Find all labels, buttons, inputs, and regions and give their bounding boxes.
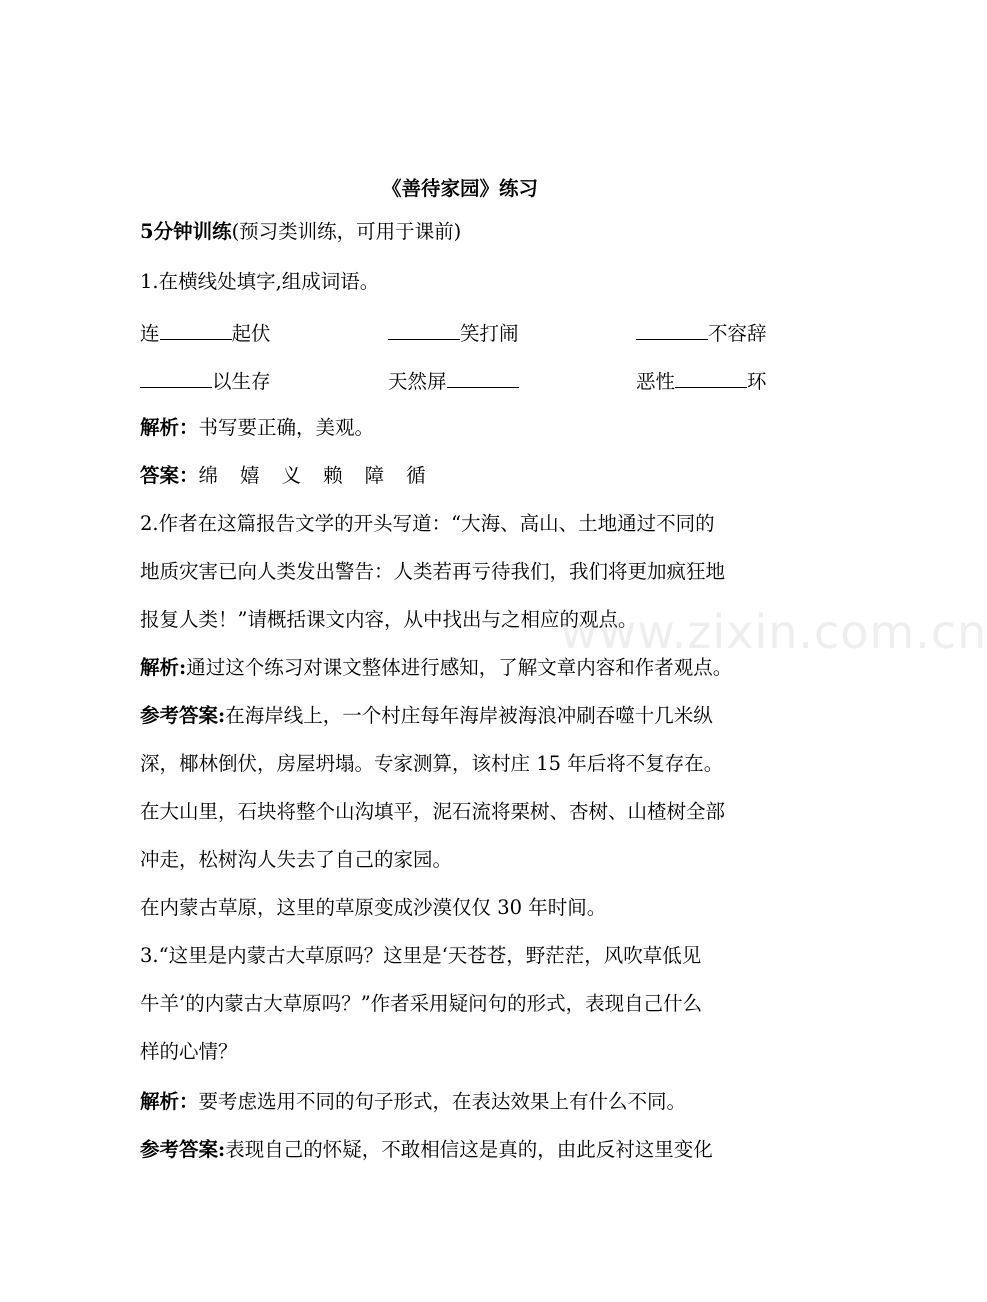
q1-item-6 bbox=[636, 366, 767, 394]
blank-line bbox=[447, 369, 519, 388]
answer-label: 参考答案: bbox=[140, 1138, 226, 1161]
q1-item-1-prefix: 连 bbox=[140, 322, 160, 345]
page-title: 《善待家园》练习 bbox=[381, 177, 538, 200]
answer-text: 在海岸线上，一个村庄每年海岸被海浪冲刷吞噬十几米纵 bbox=[225, 704, 713, 727]
analysis-text: 通过这个练习对课文整体进行感知，了解文章内容和作者观点。 bbox=[186, 656, 733, 679]
answer-label: 答案： bbox=[140, 464, 199, 487]
answer-char: 循 bbox=[406, 464, 426, 487]
analysis-text: 要考虑选用不同的句子形式，在表达效果上有什么不同。 bbox=[198, 1090, 687, 1113]
q3-line-2: 牛羊’的内蒙古大草原吗？”作者采用疑问句的形式，表现自己什么 bbox=[140, 992, 703, 1015]
q2-line-3: 报复人类！”请概括课文内容，从中找出与之相应的观点。 bbox=[140, 608, 638, 631]
blank-line bbox=[636, 321, 708, 340]
blank-line bbox=[388, 321, 460, 340]
q3-analysis bbox=[140, 1088, 780, 1115]
section-note: (预习类训练，可用于课前) bbox=[231, 220, 462, 243]
q2-line-2: 地质灾害已向人类发出警告：人类若再亏待我们，我们将更加疯狂地 bbox=[140, 560, 726, 583]
q1-answer bbox=[140, 462, 780, 489]
answer-char: 赖 bbox=[323, 464, 343, 487]
analysis-label: 解析: bbox=[140, 656, 187, 679]
q1-item-2 bbox=[388, 318, 519, 346]
q1-item-4 bbox=[140, 366, 271, 394]
q2-answer-line-4: 冲走，松树沟人失去了自己的家园。 bbox=[140, 848, 453, 871]
answer-char: 障 bbox=[364, 464, 385, 487]
answer-label: 参考答案: bbox=[140, 704, 226, 727]
q1-item-5-prefix: 天然屏 bbox=[388, 370, 447, 393]
section-heading-line bbox=[140, 218, 780, 245]
q2-line-1: 2.作者在这篇报告文学的开头写道：“大海、高山、土地通过不同的 bbox=[140, 512, 715, 535]
q1-item-3 bbox=[636, 318, 767, 346]
analysis-text: 书写要正确，美观。 bbox=[198, 416, 375, 439]
blank-line bbox=[160, 321, 232, 340]
q2-answer-line-1 bbox=[140, 702, 780, 729]
q1-item-5 bbox=[388, 366, 519, 394]
answer-char: 义 bbox=[281, 464, 302, 487]
q1-item-1-suffix: 起伏 bbox=[231, 322, 271, 345]
q1-item-4-suffix: 以生存 bbox=[212, 370, 271, 393]
q1-item-6-prefix: 恶性 bbox=[636, 370, 676, 393]
q1-item-2-suffix: 笑打闹 bbox=[460, 322, 519, 345]
watermark: www.zixin.com.cn bbox=[560, 605, 987, 659]
q1-analysis bbox=[140, 414, 780, 441]
answer-text: 表现自己的怀疑，不敢相信这是真的，由此反衬这里变化 bbox=[225, 1138, 713, 1161]
analysis-label: 解析： bbox=[140, 416, 199, 439]
q1-item-1 bbox=[140, 318, 271, 346]
analysis-label: 解析： bbox=[140, 1090, 199, 1113]
q3-line-3: 样的心情？ bbox=[140, 1040, 238, 1063]
section-heading: 5分钟训练 bbox=[140, 220, 232, 243]
answer-char: 嬉 bbox=[240, 464, 260, 487]
q3-answer bbox=[140, 1136, 780, 1163]
q2-answer-line-2: 深，椰林倒伏，房屋坍塌。专家测算，该村庄 15 年后将不复存在。 bbox=[140, 752, 724, 775]
q1-item-3-suffix: 不容辞 bbox=[708, 322, 767, 345]
q2-answer-line-5: 在内蒙古草原，这里的草原变成沙漠仅仅 30 年时间。 bbox=[140, 896, 607, 919]
q1-item-6-suffix: 环 bbox=[747, 370, 767, 393]
q2-answer-line-3: 在大山里，石块将整个山沟填平，泥石流将栗树、杏树、山楂树全部 bbox=[140, 800, 726, 823]
q1-prompt: 1.在横线处填字,组成词语。 bbox=[140, 270, 380, 293]
blank-line bbox=[140, 369, 212, 388]
q3-line-1: 3.“这里是内蒙古大草原吗？这里是‘天苍苍，野茫茫，风吹草低见 bbox=[140, 944, 702, 967]
blank-line bbox=[675, 369, 747, 388]
answer-char: 绵 bbox=[198, 464, 219, 487]
